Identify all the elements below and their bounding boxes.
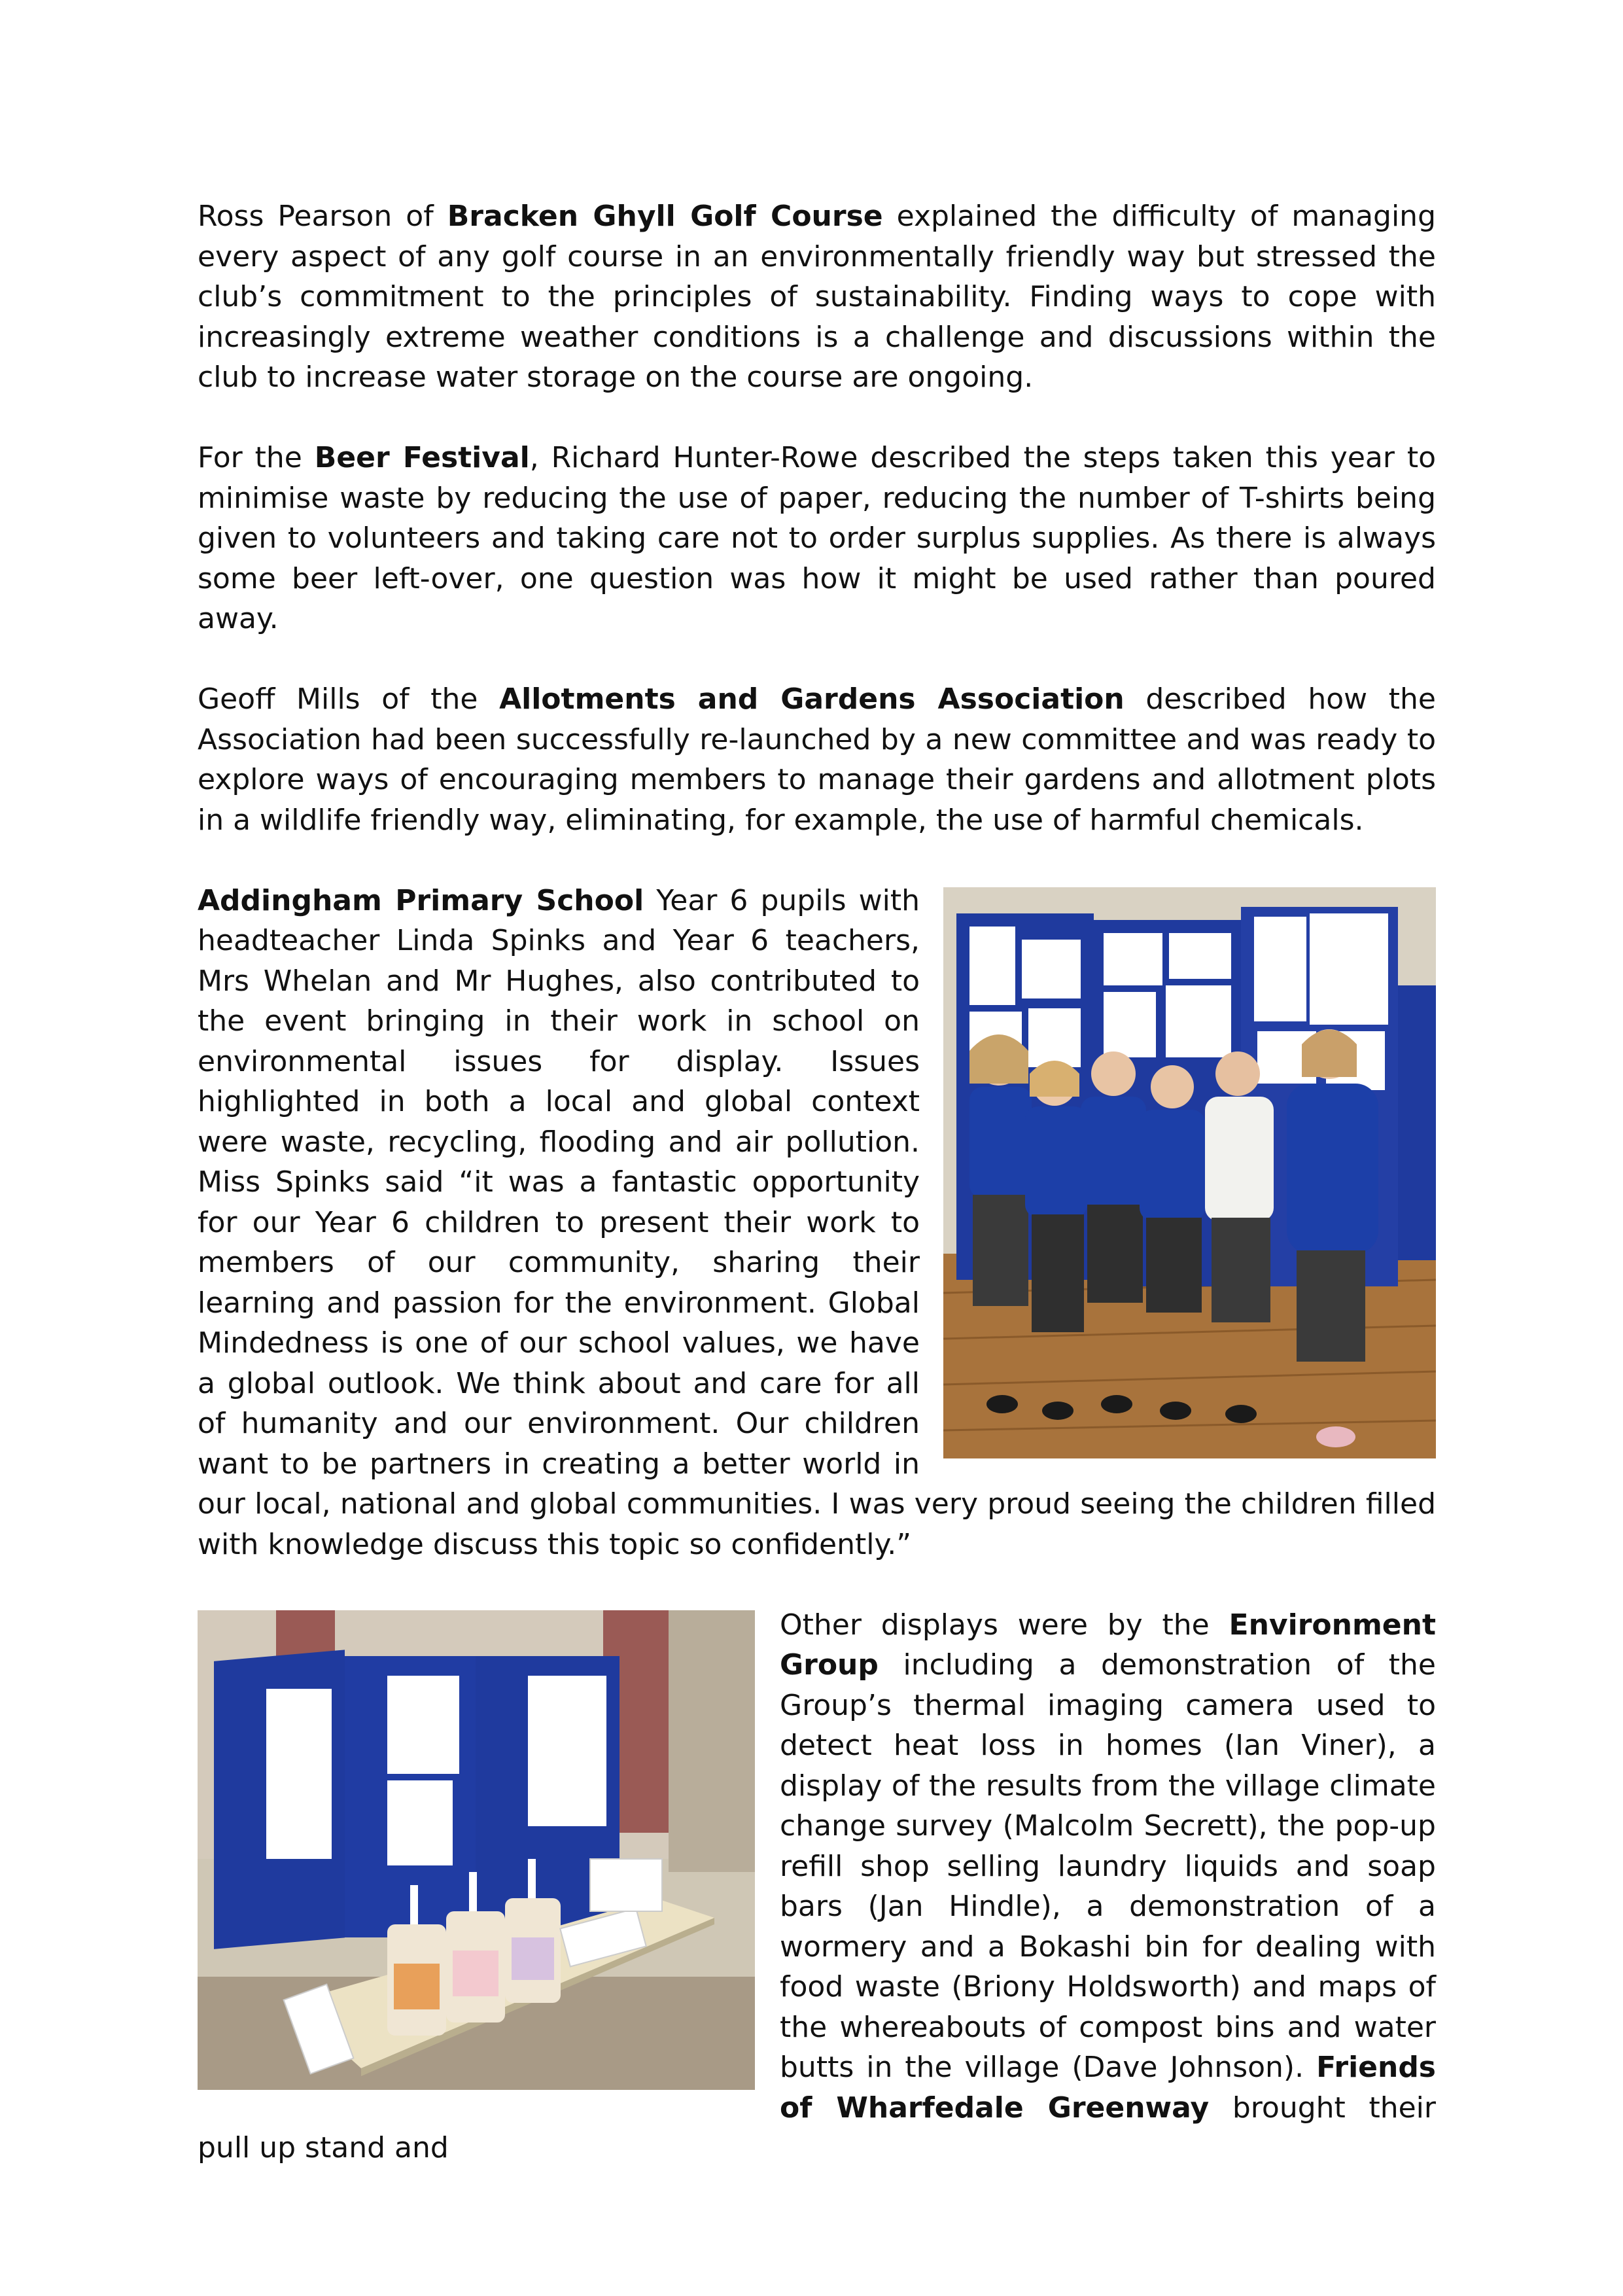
bold-name-text: Environment Group bbox=[780, 1608, 1436, 1682]
body-text: Year 6 pupils with headteacher Linda Spinks and Year 6 teachers, Mrs Whelan and Mr Hughes, also contributed to the event bringing in their work in school on environmental issues for display. Issues highlighted in both a local and global context were waste, recycling, flooding and air pollution. Miss Spinks said “it was a fantastic opportunity for our Year 6 children to present their work to members of our community, sharing their learning and passion for the environment. Global Mindedness is one of our school values, we have a global outlook. We think about and care for all of humanity and our environment. Our children want to be partners in creating a better world in our local, national and global communities. I was very proud seeing the children filled with knowledge discuss this topic so confidently.” bbox=[198, 883, 1436, 1561]
bold-name-text: Friends of Wharfedale Greenway bbox=[780, 2051, 1436, 2125]
body-text: Ross Pearson of bbox=[198, 200, 447, 233]
body-text: including a demonstration of the Group’s thermal imaging camera used to detect heat loss in homes (Ian Viner), a display of the results from the village climate change survey (Malcolm Secrett), the pop-up refill shop selling laundry liquids and soap bars (Jan Hindle), a demonstration of a wormery and a Bokashi bin for dealing with food waste (Briony Holdsworth) and maps of the whereabouts of compost bins and water butts in the village (Dave Johnson). bbox=[780, 1648, 1436, 2084]
paragraph-beer-festival bbox=[198, 438, 1436, 639]
school-pupils-photo bbox=[943, 887, 1436, 1458]
environment-group-display-photo bbox=[198, 1610, 755, 2090]
bold-name-text: Allotments and Gardens Association bbox=[499, 682, 1125, 716]
body-text: Geoff Mills of the bbox=[198, 682, 500, 716]
document-page bbox=[198, 196, 1436, 2168]
body-text: For the bbox=[198, 441, 315, 474]
body-text: , Richard Hunter-Rowe described the steps taken this year to minimise waste by reducing the use of paper, reducing the number of T-shirts being given to volunteers and taking care not to order surplus supplies. As there is always some beer left-over, one question was how it might be used rather than poured away. bbox=[198, 441, 1436, 635]
body-text: explained the difficulty of managing every aspect of any golf course in an environmentally friendly way but stressed the club’s commitment to the principles of sustainability. Finding ways to cope with increasingly extreme weather conditions is a challenge and discussions within the club to increase water storage on the course are ongoing. bbox=[198, 200, 1436, 394]
body-text: Other displays were by the bbox=[780, 1608, 1229, 1642]
paragraph-allotments bbox=[198, 679, 1436, 840]
body-text: brought their pull up stand and bbox=[198, 2091, 1436, 2164]
paragraph-golf-course bbox=[198, 196, 1436, 398]
body-text: described how the Association had been successfully re-launched by a new committee and was ready to explore ways of encouraging members to manage their gardens and allotment plots in a wildlife friendly way, eliminating, for example, the use of harmful chemicals. bbox=[198, 682, 1436, 837]
bold-name-text: Addingham Primary School bbox=[198, 883, 644, 917]
bold-name-text: Bracken Ghyll Golf Course bbox=[447, 200, 883, 233]
bold-name-text: Beer Festival bbox=[314, 441, 530, 474]
